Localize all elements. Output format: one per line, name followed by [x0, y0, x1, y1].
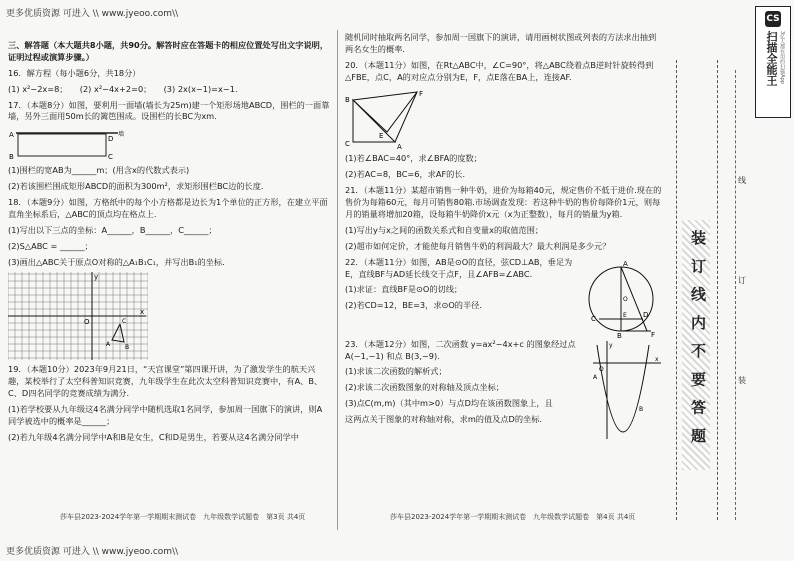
- fig22-O: O: [623, 295, 628, 303]
- fig18-O: O: [84, 318, 90, 327]
- fig18-y: y: [94, 273, 99, 282]
- footer-left: 莎车县2023-2024学年第一学期期末测试卷 九年级数学试题卷 第3页 共4页: [60, 513, 306, 521]
- fig17-D: D: [108, 135, 114, 144]
- fig20-E: E: [379, 131, 384, 140]
- q21-part2: (2)超市如何定价，才能使每月销售牛奶的利润最大？最大利润是多少元？: [345, 240, 611, 251]
- q17-figure: [8, 127, 128, 161]
- q23-part2: (2)求该二次函数图象的对称轴及顶点坐标；: [345, 382, 504, 393]
- q19-stem: 19．（本题10分）2023年9月21日，“天宫课堂”第四课开讲，为了激发学生的航天兴趣，某校举行了太空科普知识竞赛，九年级学生在此次太空科普知识竞赛中，有A、B、C、D四名同学的竞赛成绩为满分.: [8, 364, 323, 399]
- q22-stem: 22．（本题11分）如图，AB是⊙O的直径，弦CD⊥AB，垂足为E，直线BF与AD延长线交于点F，且∠AFB=∠ABC.: [345, 256, 573, 279]
- q17-part2: (2)若该围栏围成矩形ABCD的面积为300m²，求矩形围栏BC边的长度.: [8, 181, 264, 192]
- q20-part1: (1)若∠BAC=40°，求∠BFA的度数；: [345, 153, 482, 164]
- scanner-sub: 3亿人都在用的扫描App: [779, 31, 785, 84]
- fig20-A: A: [397, 142, 402, 150]
- fig23-B: B: [639, 405, 644, 413]
- fig23-y: y: [609, 341, 613, 349]
- q23-part4: 这两点关于图象的对称轴对称，求m的值及点D的坐标.: [345, 414, 543, 425]
- q23-stem: 23．（本题12分）如图，二次函数 y=ax²−4x+c 的图象经过点 A(−1,−1) 和点 B(3,−9).: [345, 338, 576, 361]
- fig18-A: A: [106, 341, 111, 349]
- fig17-wall: 墙: [118, 131, 125, 139]
- q23-part3: (3)点C(m,m)（其中m>0）与点D均在该函数图象上，且: [345, 398, 553, 409]
- q17-part1: (1)围栏的宽AB为______m；(用含x的代数式表示): [8, 165, 190, 176]
- fig18-x: x: [140, 308, 145, 317]
- scanner-logo-icon: CS: [765, 11, 781, 27]
- q22-figure: [581, 257, 663, 339]
- q20-figure: [345, 88, 435, 150]
- q19-continued: 随机同时抽取两名同学，参加周一国旗下的演讲，请用画树状图或列表的方法求出抽到两名女生的概率.: [345, 32, 657, 54]
- fig23-A: A: [593, 373, 598, 381]
- fig18-C: C: [122, 318, 127, 326]
- fig20-C: C: [345, 139, 350, 148]
- side-label-1: 线: [738, 176, 746, 185]
- q20-part2: (2)若AC=8，BC=6，求AF的长.: [345, 169, 466, 180]
- fig17-A: A: [9, 131, 14, 140]
- fig17-B: B: [9, 153, 14, 162]
- q18-part1: (1)写出以下三点的坐标：A______，B______，C______；: [8, 224, 217, 235]
- q18-part2: (2)S△ABC = ______；: [8, 240, 93, 251]
- q23-part1: (1)求该二次函数的解析式；: [345, 366, 447, 377]
- q20-stem: 20．（本题11分）如图，在Rt△ABC中，∠C=90°，将△ABC绕着点B逆时针旋转得到△FBE，点C，A的对应点分别为E，F，点E落在BA上，连接AF.: [345, 59, 654, 82]
- left-column: [8, 40, 330, 448]
- q18-stem: 18．（本题9分）如图，方格纸中的每个小方格都是边长为1个单位的正方形，在建立平面直角坐标系后，△ABC的顶点均在格点上.: [8, 197, 328, 219]
- footer-right: 莎车县2023-2024学年第一学期期末测试卷 九年级数学试题卷 第4页 共4页: [390, 513, 636, 521]
- q21-stem: 21．（本题11分）某超市销售一种牛奶，进价为每箱40元，规定售价不低于进价.现在的售价为每箱60元，每月可销售80箱.市场调查发现：若这种牛奶的售价每降价1元，则每月的销量将增加20箱，设每箱牛奶降价x元（x为正整数），每月的销量为y箱.: [345, 185, 662, 220]
- fig20-F: F: [419, 89, 424, 98]
- fig18-B: B: [125, 344, 130, 352]
- fig23-x: x: [655, 355, 659, 363]
- right-column: [345, 32, 663, 439]
- q22-part1: (1)求证：直线BF是⊙O的切线；: [345, 284, 463, 295]
- q16-stem: 16．解方程（每小题6分，共18分）: [8, 67, 141, 78]
- side-label-3: 装: [738, 376, 746, 385]
- fig22-D: D: [643, 310, 649, 319]
- fig22-B: B: [617, 331, 622, 339]
- fig23-O: O: [599, 365, 604, 373]
- fig22-F: F: [651, 330, 656, 339]
- q21-part1: (1)写出y与x之间的函数关系式和自变量x的取值范围；: [345, 224, 544, 235]
- q19-part1: (1)若学校要从九年级这4名满分同学中随机选取1名同学，参加周一国旗下的演讲，则A同学被选中的概率是______；: [8, 404, 323, 426]
- section-heading: 三、解答题（本大题共8小题，共90分。解答时应在答题卡的相应位置处写出文字说明，证明过程或演算步骤。）: [8, 40, 329, 62]
- binding-strip-text: 装 订 线 内 不 要 答 题: [689, 230, 707, 447]
- binding-strip: [676, 60, 718, 520]
- fig22-A: A: [623, 259, 628, 268]
- q22-part2: (2)若CD=12，BE=3，求⊙O的半径.: [345, 300, 482, 311]
- scanner-watermark: [755, 6, 791, 118]
- q17-stem: 17．（本题8分）如图，要利用一面墙(墙长为25m)建一个矩形场地ABCD，围栏的一面靠墙，另外三面用50m长的篱笆围成。设围栏的长BC为xm.: [8, 99, 330, 122]
- column-divider: [337, 30, 338, 530]
- fig22-E: E: [623, 311, 627, 319]
- footer-site-text: 更多优质资源 可进入 \\ www.jyeoo.com\\: [6, 547, 179, 557]
- side-label-2: 订: [738, 276, 746, 285]
- q19-part2: (2)若九年级4名满分同学中A和B是女生，C和D是男生，若要从这4名满分同学中: [8, 431, 299, 442]
- q16-items: (1) x²−2x=8； (2) x²−4x+2=0； (3) 2x(x−1)=x−1.: [8, 83, 238, 94]
- q18-grid-figure: [8, 272, 148, 360]
- binding-line: [735, 70, 737, 520]
- fig22-C: C: [591, 314, 596, 323]
- fig17-C: C: [108, 153, 113, 162]
- q18-part3: (3)画出△ABC关于原点O对称的△A₁B₁C₁，并写出B₁的坐标.: [8, 256, 225, 267]
- q23-figure: [593, 339, 663, 439]
- scanner-name: 扫描全能王: [765, 31, 778, 86]
- header-site-text: 更多优质资源 可进入 \\ www.jyeoo.com\\: [6, 9, 179, 19]
- fig20-B: B: [345, 95, 350, 104]
